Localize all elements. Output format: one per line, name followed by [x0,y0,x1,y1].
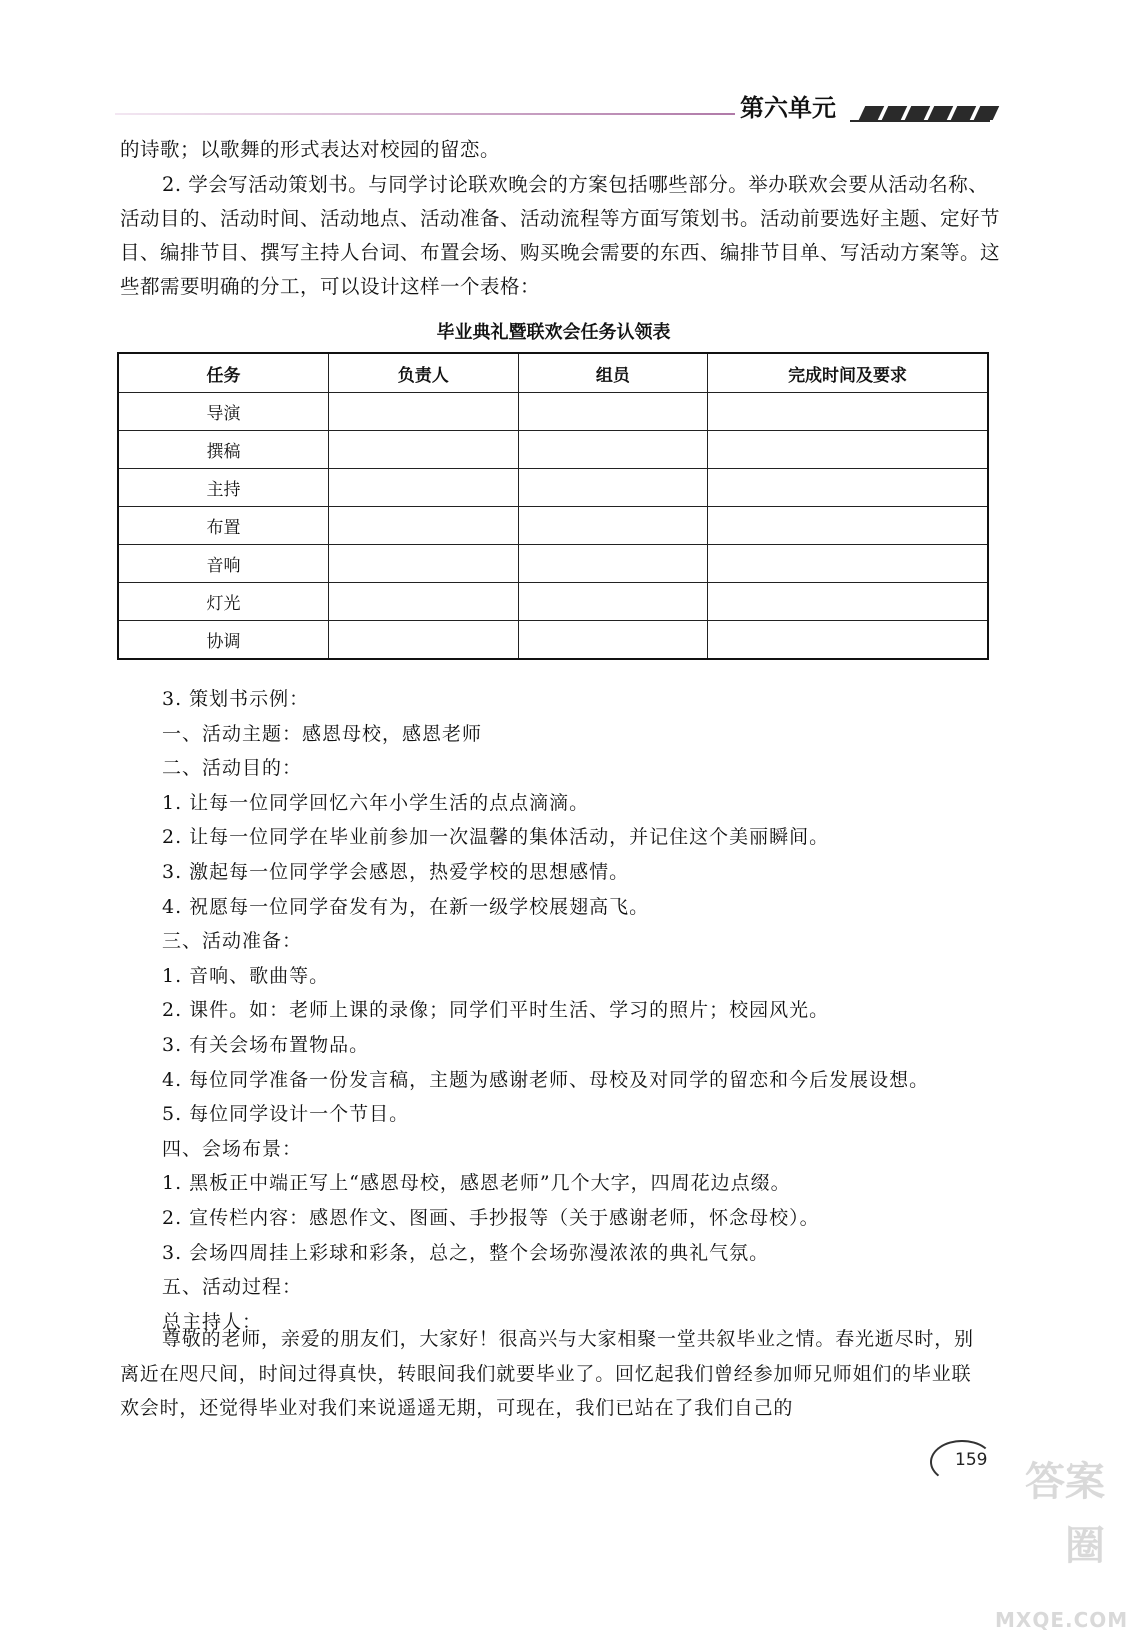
header-cell: 完成时间及要求 [708,353,988,393]
header-rule [115,113,735,115]
plan-line: 2. 让每一位同学在毕业前参加一次温馨的集体活动，并记住这个美丽瞬间。 [162,826,830,849]
intro-line: 的诗歌；以歌舞的形式表达对校园的留恋。 [120,138,501,161]
plan-line: 五、活动过程： [162,1276,303,1299]
page-number: 159 [955,1450,988,1470]
plan-line: 四、会场布景： [162,1137,303,1160]
table-header-row [118,353,988,393]
plan-line: 3. 激起每一位同学学会感恩，热爱学校的思想感情。 [162,860,630,883]
plan-line: 3. 有关会场布置物品。 [162,1033,370,1056]
header-cell: 负责人 [329,353,519,393]
table-title: 毕业典礼暨联欢会任务认领表 [436,322,671,343]
task-table [117,352,989,660]
watermark-logo: 答案圈 [1025,1459,1105,1569]
plan-line: 1. 黑板正中端正写上“感恩母校，感恩老师”几个大字，四周花边点缀。 [162,1172,791,1195]
table-row [118,507,988,545]
task-cell: 布置 [118,507,329,545]
host-speech: 尊敬的老师，亲爱的朋友们，大家好！很高兴与大家相聚一堂共叙毕业之情。春光逝尽时，别离近在咫尺间，时间过得真快，转眼间我们就要毕业了。回忆起我们曾经参加师兄师姐们的毕业联欢会时，还觉得毕业对我们来说遥遥无期，可现在，我们已站在了我们自己的 [120,1328,974,1420]
unit-title: 第六单元 [740,94,836,122]
plan-line: 总主持人： [162,1310,263,1333]
plan-line: 三、活动准备： [162,930,303,953]
task-cell: 撰稿 [118,431,329,469]
watermark-url: MXQE.COM [995,1608,1128,1632]
header-stripes [862,106,996,120]
watermark [995,1450,1128,1632]
plan-line: 4. 每位同学准备一份发言稿，主题为感谢老师、母校及对同学的留恋和今后发展设想。 [162,1068,930,1091]
plan-line: 5. 每位同学设计一个节目。 [162,1103,410,1126]
plan-line: 二、活动目的： [162,757,303,780]
table-row [118,393,988,431]
header-cell: 任务 [118,353,329,393]
plan-line: 2. 课件。如：老师上课的录像；同学们平时生活、学习的照片；校园风光。 [162,999,830,1022]
task-cell: 主持 [118,469,329,507]
table-row [118,469,988,507]
plan-line: 3. 策划书示例： [162,688,310,710]
plan-line: 4. 祝愿每一位同学奋发有为，在新一级学校展翅高飞。 [162,895,650,918]
task-cell: 灯光 [118,583,329,621]
plan-line: 2. 宣传栏内容：感恩作文、图画、手抄报等（关于感谢老师，怀念母校）。 [162,1206,820,1229]
table-row [118,621,988,660]
plan-line: 3. 会场四周挂上彩球和彩条，总之，整个会场弥漫浓浓的典礼气氛。 [162,1241,770,1264]
plan-line: 1. 音响、歌曲等。 [162,964,330,987]
table-row [118,583,988,621]
intro-item-2: 2. 学会写活动策划书。与同学讨论联欢晚会的方案包括哪些部分。举办联欢会要从活动名称、活动目的、活动时间、活动地点、活动准备、活动流程等方面写策划书。活动前要选好主题、定好节目、编排节目、撰写主持人台词、布置会场、购买晚会需要的东西、编排节目单、写活动方案等。这些都需要明确的分工，可以设计这样一个表格： [120,173,1001,298]
table-row [118,431,988,469]
task-cell: 协调 [118,621,329,660]
header-stripe-rule [850,120,990,122]
task-cell: 音响 [118,545,329,583]
header-cell: 组员 [518,353,708,393]
plan-line: 一、活动主题：感恩母校，感恩老师 [162,722,483,745]
table-row [118,545,988,583]
task-cell: 导演 [118,393,329,431]
plan-line: 1. 让每一位同学回忆六年小学生活的点点滴滴。 [162,791,590,814]
plan-section [162,682,1012,1339]
